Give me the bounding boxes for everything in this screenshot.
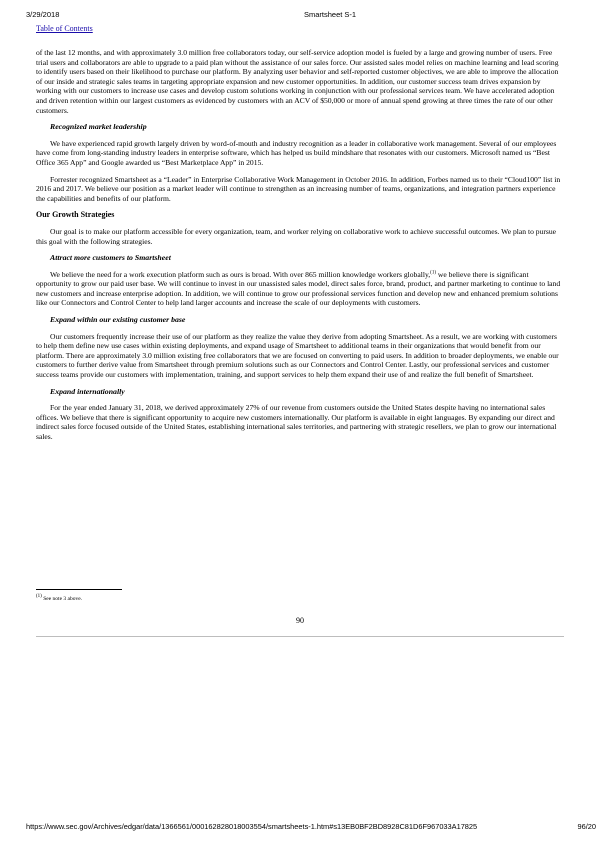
paragraph-attract xyxy=(36,270,564,308)
heading-market-leadership: Recognized market leadership xyxy=(50,122,147,132)
paragraph-forrester: Forrester recognized Smartsheet as a “Leader” in Enterprise Collaborative Work Management in October 2016. In addition, Forbes named us to their “Cloud100” list in 2016 and 2017. We believe our position as a market leader will continue to strengthen as an increasing number of teams, organizations, and integration partners experience the capabilities and benefits of our platform. xyxy=(36,174,561,203)
header-title: Smartsheet S-1 xyxy=(304,10,357,19)
footnote-divider xyxy=(36,589,122,590)
heading-growth-strategies: Our Growth Strategies xyxy=(36,210,115,220)
page-divider xyxy=(36,636,564,637)
paragraph-international: For the year ended January 31, 2018, we derived approximately 27% of our revenue from customers outside the United States despite having no international sales offices. We believe that there is significant opportunity to acquire new customers internationally. Our platform is available in eight languages. By expanding our direct and indirect sales force focused outside of the United States, establishing international sales territories, and partnering with strategic resellers, we plan to grow our international sales. xyxy=(36,403,557,441)
page-number: 90 xyxy=(296,616,304,625)
document-body xyxy=(36,48,564,449)
header-date: 3/29/2018 xyxy=(26,10,60,19)
footer-url: https://www.sec.gov/Archives/edgar/data/1366561/000162828018003554/smartsheets-1.htm#s13EB0BF2BD8928C81D6F967033A17825 xyxy=(26,822,478,831)
paragraph-goal: Our goal is to make our platform accessible for every organization, team, and worker relying on collaborative work to achieve successful outcomes. We plan to pursue this goal with the following strategies. xyxy=(36,226,557,246)
heading-attract-customers: Attract more customers to Smartsheet xyxy=(50,253,171,263)
table-of-contents-link[interactable]: Table of Contents xyxy=(36,24,93,33)
heading-expand-existing: Expand within our existing customer base xyxy=(50,315,186,325)
paragraph-rapid-growth: We have experienced rapid growth largely driven by word-of-mouth and industry recognition as a leader in collaborative work management. Several of our employees have come from long-standing industry leaders in enterprise software, which has helped us build mindshare that resonates with our customers. Microsoft named us “Best Office 365 App” and Google awarded us “Best Marketplace App” in 2015. xyxy=(36,138,557,167)
footnote xyxy=(36,596,82,602)
footer-page-count: 96/20 xyxy=(577,822,596,831)
paragraph-attract-text-a: We believe the need for a work execution platform such as ours is broad. With over 865 million knowledge workers globally, xyxy=(50,269,431,279)
heading-expand-international: Expand internationally xyxy=(50,386,125,396)
paragraph-adoption: of the last 12 months, and with approximately 3.0 million free collaborators today, our self-service adoption model is fueled by a large and growing number of users. Free trial users and collaborators are able to upgrade to a paid plan without the assistance of our sales force. Our assisted sales model relies on machine learning and lead scoring to identify users based on their likelihood to purchase our platform. By analyzing user behavior and self-reported customer objectives, we are able to improve the allocation of our inside and strategic sales teams in targeting appropriate expansion and new customer opportunities. In addition, our customer success team drives expansion by working with our customers to increase use cases and develop custom solutions working in conjunction with our professional services team. We have accelerated adoption and driven retention within our largest customers as evidenced by customers with an ACV of $50,000 or more of annual spend growing at three times the rate of our other customers. xyxy=(36,48,559,115)
footnote-marker: (1) xyxy=(36,594,42,600)
paragraph-expand: Our customers frequently increase their use of our platform as they realize the value they derive from adopting Smartsheet. As a result, we are working with customers to help them define new use cases within existing deployments, and expand usage of Smartsheet to additional teams in their organizations that would benefit from our platform. There are approximately 3.0 million existing free collaborators that we are focused on converting to paid users. In addition to broader deployments, we enable our customers to further derive value from Smartsheet through premium solutions such as our Connectors and Control Center. Lastly, our professional services and customer success teams provide our customers with implementation, training, and support services to help them expand their use of and realize the full benefit of Smartsheet. xyxy=(36,331,559,380)
footnote-reference: (1) xyxy=(430,270,436,276)
paragraph-attract-text-b: we believe there is significant opportunity to grow our paid user base. We will continue to invest in our unassisted sales model, direct sales force, brand, product, and partner marketing to continue to land new customers and increase enterprise adoption. In addition, we will continue to grow our professional services function and develop new and enhanced premium solutions like our Connectors and Control Center to help land larger accounts and increase the scale of our deployments with customers. xyxy=(36,269,561,308)
footnote-text: See note 3 above. xyxy=(43,596,83,602)
